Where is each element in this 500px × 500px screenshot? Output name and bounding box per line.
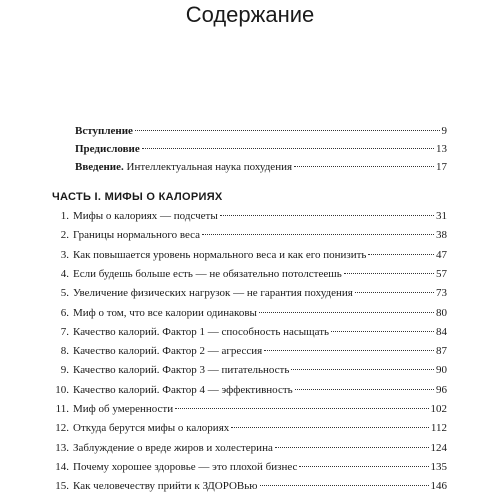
- toc-chapter-entry[interactable]: [50, 441, 447, 455]
- toc-page-number: 38: [436, 229, 447, 242]
- toc-entry-subtitle: Интеллектуальная наука похудения: [123, 161, 293, 173]
- chapter-number: 12.: [55, 422, 69, 435]
- toc-chapter-entry[interactable]: [50, 363, 447, 377]
- leader-dots: [135, 130, 440, 131]
- toc-chapter-entry[interactable]: [50, 209, 447, 223]
- toc-page-number: 87: [436, 345, 447, 358]
- toc-chapter-entry[interactable]: [50, 460, 447, 474]
- toc-page-number: 57: [436, 267, 447, 280]
- chapter-number: 4.: [60, 267, 69, 280]
- toc-chapter-entry[interactable]: [50, 248, 447, 262]
- leader-dots: [294, 166, 434, 167]
- toc-page-number: 31: [436, 210, 447, 222]
- chapter-number: 11.: [55, 403, 69, 415]
- leader-dots: [259, 312, 434, 313]
- chapter-number: 9.: [60, 364, 69, 377]
- toc-chapter-entry[interactable]: [50, 383, 447, 397]
- toc-chapter-entry[interactable]: [50, 306, 447, 320]
- toc-page-number: 84: [436, 325, 447, 338]
- leader-dots: [295, 389, 434, 390]
- toc-page-number: 112: [430, 422, 447, 435]
- leader-dots: [299, 466, 428, 467]
- chapter-number: 2.: [60, 229, 69, 242]
- toc-chapter-entry[interactable]: [50, 286, 447, 300]
- leader-dots: [231, 427, 429, 428]
- chapter-title: Откуда берутся мифы о калориях: [73, 422, 230, 435]
- chapter-title: Заблуждение о вреде жиров и холестерина: [73, 441, 273, 454]
- toc-chapter-entry[interactable]: [50, 325, 447, 339]
- toc-page-number: 73: [436, 287, 447, 300]
- page-title: Содержание: [185, 2, 315, 27]
- chapter-title: Границы нормального веса: [73, 229, 200, 242]
- leader-dots: [142, 148, 434, 149]
- chapter-number: 8.: [60, 345, 69, 358]
- leader-dots: [264, 350, 434, 351]
- toc-entry-preface[interactable]: [75, 142, 447, 156]
- chapter-title: Качество калорий. Фактор 3 — питательность: [73, 364, 290, 377]
- chapter-title: Мифы о калориях — подсчеты: [73, 210, 218, 222]
- chapter-number: 13.: [55, 441, 69, 454]
- chapter-title: Как повышается уровень нормального веса и как его понизить: [73, 248, 367, 261]
- toc-chapter-entry[interactable]: [50, 267, 447, 281]
- toc-chapter-entry[interactable]: [50, 479, 447, 493]
- toc-chapter-entry[interactable]: [50, 228, 447, 242]
- chapter-title: Миф об умеренности: [73, 403, 174, 415]
- leader-dots: [175, 408, 428, 409]
- toc-page-number: 17: [436, 161, 447, 173]
- chapter-number: 3.: [60, 248, 69, 261]
- chapter-title: Миф о том, что все калории одинаковы: [73, 306, 257, 319]
- toc-page-number: 9: [441, 125, 447, 137]
- toc-chapter-entry[interactable]: [50, 421, 447, 435]
- chapter-title: Качество калорий. Фактор 2 — агрессия: [73, 345, 263, 358]
- leader-dots: [220, 215, 434, 216]
- toc-entry-label: Вступление: [75, 125, 133, 137]
- part-heading: ЧАСТЬ I. МИФЫ О КАЛОРИЯХ: [52, 191, 223, 203]
- toc-chapter-entry[interactable]: [50, 344, 447, 358]
- chapter-title: Качество калорий. Фактор 1 — способность насыщать: [73, 325, 330, 338]
- leader-dots: [355, 292, 434, 293]
- toc-entry-foreword[interactable]: [75, 124, 447, 138]
- toc-page-number: 13: [436, 143, 447, 155]
- chapter-title: Качество калорий. Фактор 4 — эффективность: [73, 383, 293, 396]
- toc-page-number: 80: [436, 306, 447, 319]
- toc-entry-label: Предисловие: [75, 143, 140, 155]
- toc-chapter-entry[interactable]: [50, 402, 447, 416]
- leader-dots: [344, 273, 434, 274]
- chapter-number: 15.: [55, 480, 69, 493]
- toc-entry-label: Введение.: [75, 161, 124, 173]
- toc-entry-introduction[interactable]: [75, 160, 447, 174]
- leader-dots: [275, 447, 429, 448]
- chapter-number: 1.: [60, 210, 69, 222]
- leader-dots: [260, 485, 429, 486]
- leader-dots: [331, 331, 434, 332]
- chapter-number: 14.: [55, 460, 69, 473]
- toc-page-number: 146: [430, 480, 447, 493]
- toc-page-number: 135: [430, 460, 447, 473]
- chapter-number: 6.: [60, 306, 69, 319]
- toc-page-number: 47: [436, 248, 447, 261]
- leader-dots: [202, 234, 434, 235]
- toc-page-number: 102: [430, 403, 447, 415]
- toc-page-number: 96: [436, 383, 447, 396]
- chapter-number: 10.: [55, 383, 69, 396]
- leader-dots: [291, 369, 434, 370]
- chapter-title: Почему хорошее здоровье — это плохой бизнес: [73, 460, 298, 473]
- toc-page-number: 124: [430, 441, 447, 454]
- chapter-number: 7.: [60, 325, 69, 338]
- leader-dots: [368, 254, 434, 255]
- toc-page-number: 90: [436, 364, 447, 377]
- chapter-title: Увеличение физических нагрузок — не гарантия похудения: [73, 287, 353, 300]
- chapter-number: 5.: [60, 287, 69, 300]
- chapter-title: Как человечеству прийти к ЗДОРОВью: [73, 480, 258, 493]
- chapter-title: Если будешь больше есть — не обязательно потолстеешь: [73, 267, 342, 280]
